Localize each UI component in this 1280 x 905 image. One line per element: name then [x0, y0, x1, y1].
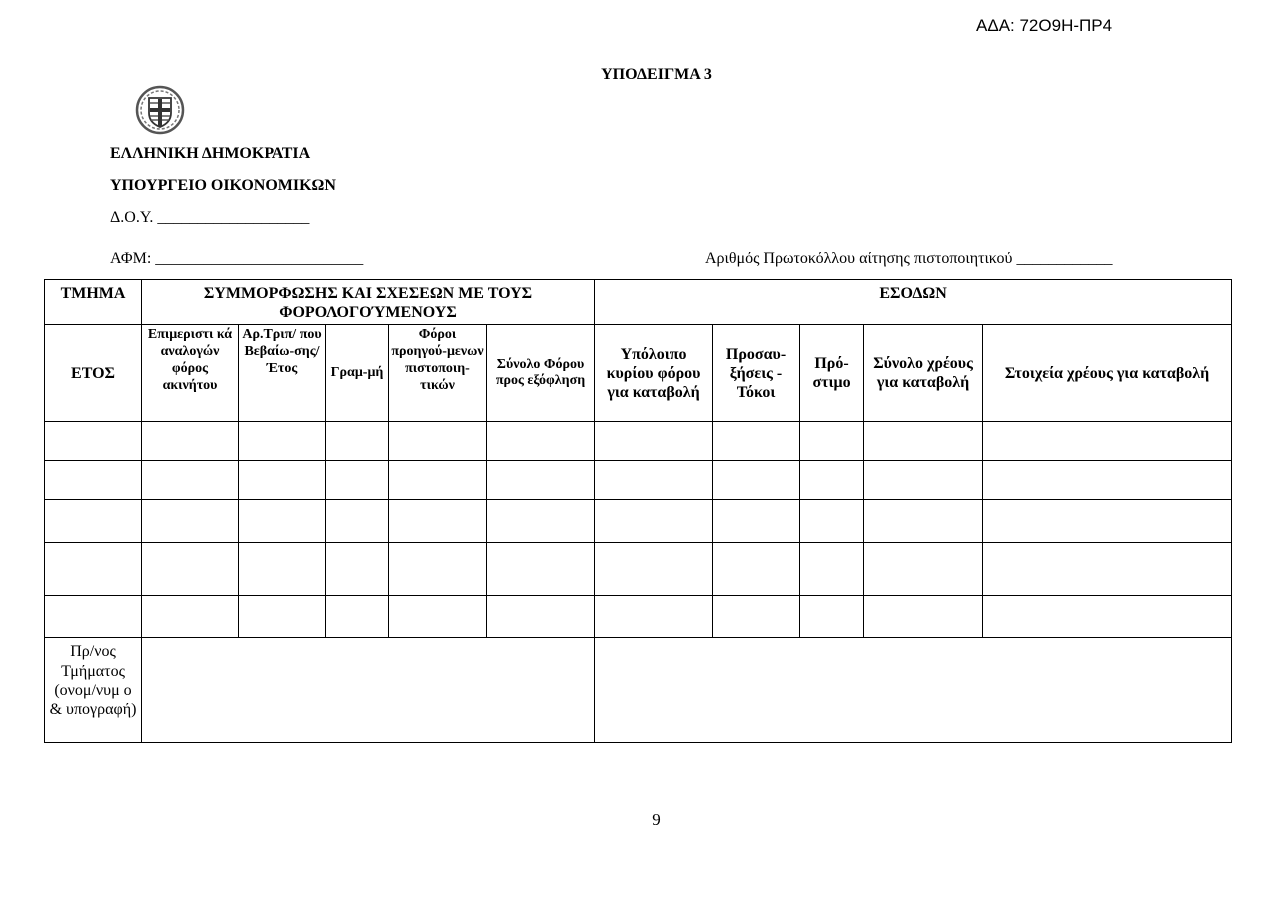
- afm-field: ΑΦΜ: __________________________: [110, 250, 364, 267]
- greek-emblem-icon: [134, 84, 186, 136]
- col-total-debt: Σύνολο χρέους για καταβολή: [864, 325, 983, 422]
- col-tripl-number: Αρ.Τριπ/ που Βεβαίω-σης/ Έτος: [239, 325, 326, 422]
- col-total-tax-clear: Σύνολο Φόρου προς εξόφληση: [487, 325, 595, 422]
- ministry-name: ΥΠΟΥΡΓΕΙΟ ΟΙΚΟΝΟΜΙΚΩΝ: [110, 177, 336, 194]
- section-label: ΤΜΗΜΑ: [45, 280, 142, 325]
- protocol-number-field: Αριθμός Πρωτοκόλλου αίτησης πιστοποιητικού ____________: [705, 250, 1113, 267]
- revenue-section-title: ΕΣΟΔΩΝ: [595, 280, 1232, 325]
- ada-code: ΑΔΑ: 72Ο9Η-ΠΡ4: [976, 16, 1113, 35]
- col-property-tax: Επιμεριστι κά αναλογών φόρος ακινήτου: [142, 325, 239, 422]
- signature-area-revenue: [595, 638, 1232, 743]
- compliance-section-title: ΣΥΜΜΟΡΦΩΣΗΣ ΚΑΙ ΣΧΕΣΕΩΝ ΜΕ ΤΟΥΣ ΦΟΡΟΛΟΓΟΎΜΕΝΟΥΣ: [142, 280, 595, 325]
- col-surcharges: Προσαυ-ξήσεις - Τόκοι: [713, 325, 800, 422]
- document-title: ΥΠΟΔΕΙΓΜΑ 3: [601, 66, 712, 83]
- signature-area-compliance: [142, 638, 595, 743]
- col-debt-details: Στοιχεία χρέους για καταβολή: [983, 325, 1232, 422]
- republic-name: ΕΛΛΗΝΙΚΗ ΔΗΜΟΚΡΑΤΙΑ: [110, 145, 311, 162]
- col-balance-main-tax: Υπόλοιπο κυρίου φόρου για καταβολή: [595, 325, 713, 422]
- page-number: 9: [652, 810, 661, 829]
- table-row: [45, 543, 1232, 596]
- col-line: Γραμ-μή: [326, 325, 389, 422]
- col-previous-cert-taxes: Φόροι προηγού-μενων πιστοποιη-τικών: [389, 325, 487, 422]
- tax-form-table: [44, 279, 1232, 743]
- section-head-signature-label: Πρ/νος Τμήματος (ονομ/νυμ ο & υπογραφή): [45, 638, 142, 743]
- table-row: [45, 422, 1232, 461]
- table-row: [45, 461, 1232, 500]
- doy-field: Δ.Ο.Υ. ___________________: [110, 209, 310, 226]
- col-fine: Πρό-στιμο: [800, 325, 864, 422]
- table-row: [45, 500, 1232, 543]
- col-year: ΕΤΟΣ: [45, 325, 142, 422]
- table-row: [45, 596, 1232, 638]
